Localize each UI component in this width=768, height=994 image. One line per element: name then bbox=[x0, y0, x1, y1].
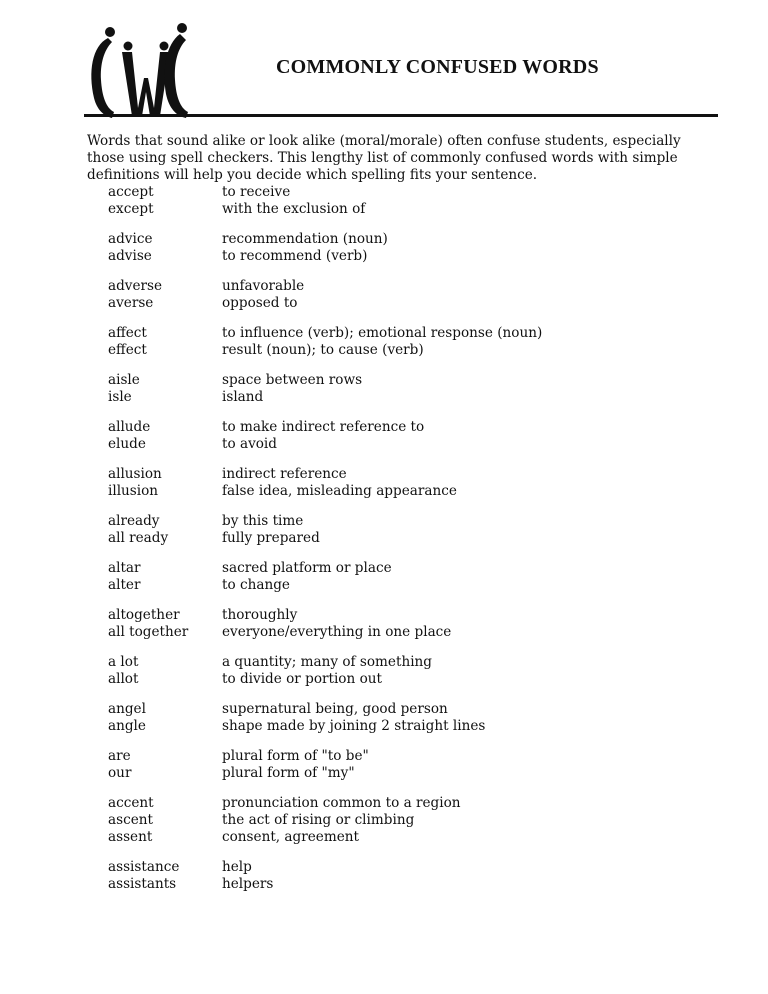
word-term: alter bbox=[108, 577, 141, 593]
word-definition: by this time bbox=[222, 513, 304, 529]
word-row bbox=[87, 483, 717, 500]
word-row bbox=[87, 795, 717, 812]
cwc-logo bbox=[86, 20, 196, 122]
word-row bbox=[87, 718, 717, 735]
word-row bbox=[87, 466, 717, 483]
word-term: adverse bbox=[108, 278, 163, 294]
cwc-logo-graphic bbox=[86, 20, 196, 122]
word-definition: false idea, misleading appearance bbox=[222, 483, 457, 499]
word-term: effect bbox=[108, 342, 147, 358]
word-group bbox=[87, 607, 717, 641]
word-definition: plural form of "to be" bbox=[222, 748, 369, 764]
header-divider bbox=[84, 114, 718, 117]
word-group bbox=[87, 748, 717, 782]
word-row bbox=[87, 577, 717, 594]
word-term: accept bbox=[108, 184, 154, 200]
word-group bbox=[87, 513, 717, 547]
word-term: all ready bbox=[108, 530, 169, 546]
word-row bbox=[87, 325, 717, 342]
word-term: aisle bbox=[108, 372, 140, 388]
word-definition: plural form of "my" bbox=[222, 765, 355, 781]
word-row bbox=[87, 765, 717, 782]
word-row bbox=[87, 607, 717, 624]
word-group bbox=[87, 372, 717, 406]
word-definition: pronunciation common to a region bbox=[222, 795, 461, 811]
word-group bbox=[87, 231, 717, 265]
word-group bbox=[87, 560, 717, 594]
word-row bbox=[87, 342, 717, 359]
word-term: averse bbox=[108, 295, 154, 311]
word-row bbox=[87, 184, 717, 201]
word-term: our bbox=[108, 765, 132, 781]
word-row bbox=[87, 278, 717, 295]
word-row bbox=[87, 812, 717, 829]
word-row bbox=[87, 654, 717, 671]
word-definition: the act of rising or climbing bbox=[222, 812, 415, 828]
word-row bbox=[87, 372, 717, 389]
word-definition: with the exclusion of bbox=[222, 201, 366, 217]
word-definition: island bbox=[222, 389, 264, 405]
word-row bbox=[87, 859, 717, 876]
word-definition: opposed to bbox=[222, 295, 298, 311]
word-definition: helpers bbox=[222, 876, 274, 892]
word-row bbox=[87, 671, 717, 688]
word-definition: space between rows bbox=[222, 372, 363, 388]
word-term: assistants bbox=[108, 876, 177, 892]
page-title: COMMONLY CONFUSED WORDS bbox=[276, 56, 599, 78]
word-definition: indirect reference bbox=[222, 466, 347, 482]
word-list bbox=[87, 184, 717, 893]
word-definition: to recommend (verb) bbox=[222, 248, 368, 264]
word-row bbox=[87, 513, 717, 530]
word-definition: to divide or portion out bbox=[222, 671, 382, 687]
word-definition: to make indirect reference to bbox=[222, 419, 425, 435]
word-row bbox=[87, 829, 717, 846]
word-term: isle bbox=[108, 389, 132, 405]
word-definition: to influence (verb); emotional response (noun) bbox=[222, 325, 543, 341]
word-definition: to receive bbox=[222, 184, 291, 200]
word-group bbox=[87, 654, 717, 688]
word-definition: thoroughly bbox=[222, 607, 298, 623]
word-row bbox=[87, 295, 717, 312]
word-term: accent bbox=[108, 795, 154, 811]
word-definition: to avoid bbox=[222, 436, 277, 452]
word-term: allude bbox=[108, 419, 151, 435]
word-row bbox=[87, 748, 717, 765]
word-term: assent bbox=[108, 829, 153, 845]
word-definition: shape made by joining 2 straight lines bbox=[222, 718, 486, 734]
word-term: affect bbox=[108, 325, 147, 341]
word-group bbox=[87, 278, 717, 312]
word-definition: everyone/everything in one place bbox=[222, 624, 452, 640]
word-group bbox=[87, 419, 717, 453]
word-term: a lot bbox=[108, 654, 139, 670]
word-definition: fully prepared bbox=[222, 530, 320, 546]
word-definition: unfavorable bbox=[222, 278, 305, 294]
word-term: elude bbox=[108, 436, 146, 452]
word-definition: result (noun); to cause (verb) bbox=[222, 342, 424, 358]
word-row bbox=[87, 624, 717, 641]
word-definition: supernatural being, good person bbox=[222, 701, 448, 717]
word-definition: a quantity; many of something bbox=[222, 654, 432, 670]
word-group bbox=[87, 184, 717, 218]
word-term: altar bbox=[108, 560, 141, 576]
word-term: ascent bbox=[108, 812, 153, 828]
word-row bbox=[87, 701, 717, 718]
word-term: angle bbox=[108, 718, 146, 734]
word-term: illusion bbox=[108, 483, 159, 499]
word-row bbox=[87, 389, 717, 406]
word-row bbox=[87, 876, 717, 893]
word-term: already bbox=[108, 513, 160, 529]
word-row bbox=[87, 231, 717, 248]
word-row bbox=[87, 201, 717, 218]
word-group bbox=[87, 701, 717, 735]
word-definition: consent, agreement bbox=[222, 829, 359, 845]
word-row bbox=[87, 530, 717, 547]
word-term: allot bbox=[108, 671, 139, 687]
word-row bbox=[87, 248, 717, 265]
word-term: altogether bbox=[108, 607, 180, 623]
word-row bbox=[87, 560, 717, 577]
word-term: assistance bbox=[108, 859, 180, 875]
word-group bbox=[87, 466, 717, 500]
word-term: angel bbox=[108, 701, 146, 717]
word-term: are bbox=[108, 748, 131, 764]
word-term: except bbox=[108, 201, 154, 217]
document-body bbox=[87, 133, 717, 906]
word-group bbox=[87, 795, 717, 846]
word-definition: help bbox=[222, 859, 252, 875]
intro-paragraph: Words that sound alike or look alike (moral/morale) often confuse students, especially those using spell checkers. This lengthy list of commonly confused words with simple definitions will help you decide which spelling fits your sentence. bbox=[87, 133, 681, 183]
word-term: advise bbox=[108, 248, 152, 264]
word-term: allusion bbox=[108, 466, 162, 482]
word-definition: sacred platform or place bbox=[222, 560, 392, 576]
word-term: all together bbox=[108, 624, 189, 640]
word-group bbox=[87, 325, 717, 359]
word-term: advice bbox=[108, 231, 153, 247]
word-definition: recommendation (noun) bbox=[222, 231, 388, 247]
word-definition: to change bbox=[222, 577, 290, 593]
word-row bbox=[87, 436, 717, 453]
word-row bbox=[87, 419, 717, 436]
word-group bbox=[87, 859, 717, 893]
